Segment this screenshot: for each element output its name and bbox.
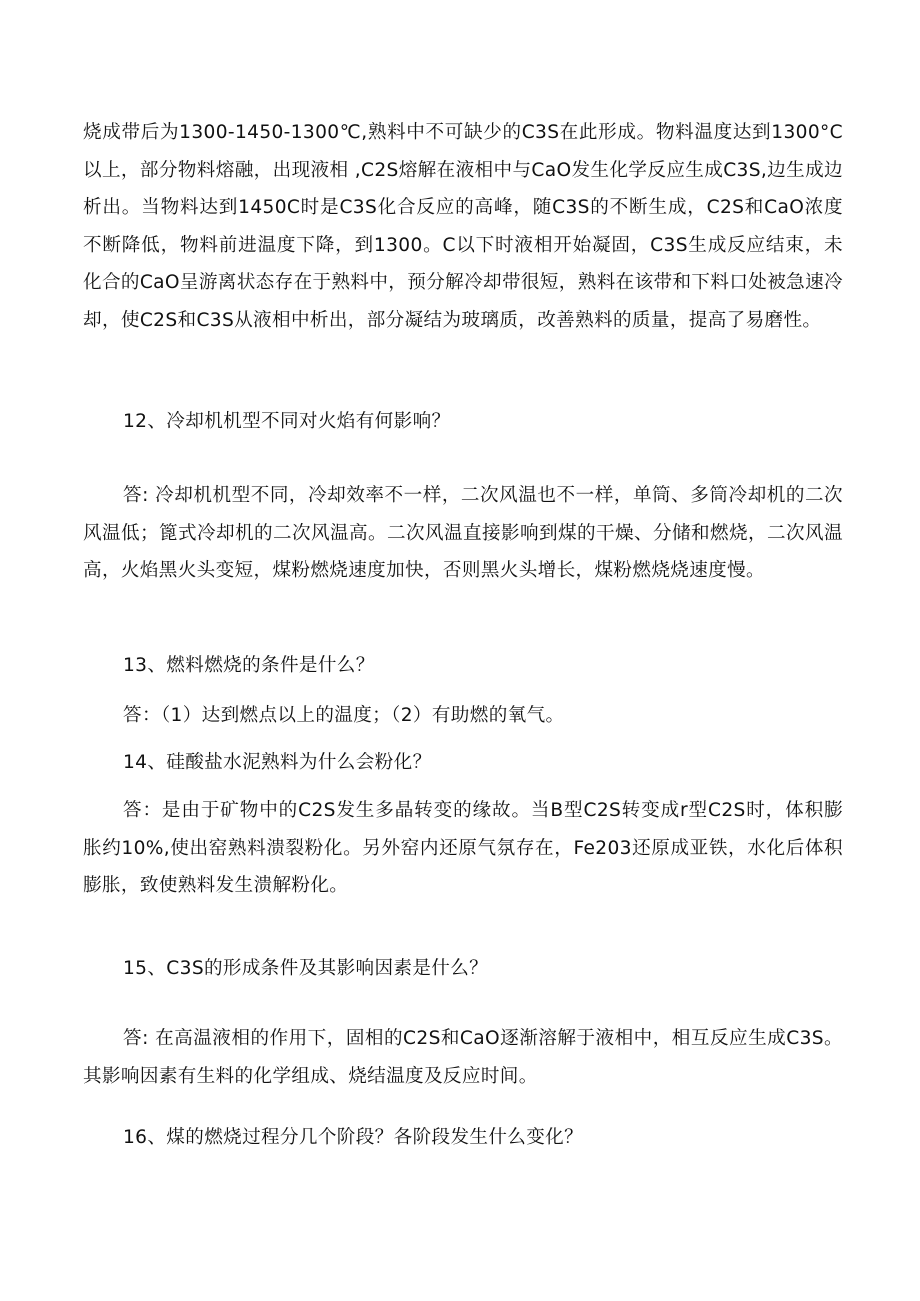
question-13: 13、燃料燃烧的条件是什么？ [123, 655, 375, 676]
question-12: 12、冷却机机型不同对火焰有何影响？ [123, 411, 451, 432]
answer-14: 答：是由于矿物中的C2S发生多晶转变的缘故。当B型C2S转变成r型C2S时，体积膨胀约10%,使出窑熟料溃裂粉化。另外窑内还原气氛存在，Fe203还原成亚铁，水化后体积膨胀，致使熟料发生溃解粉化。 [83, 800, 843, 897]
answer-13: 答：（1）达到燃点以上的温度；（2）有助燃的氧气。 [123, 705, 565, 726]
answer-15: 答: 在高温液相的作用下，固相的C2S和CaO逐渐溶解于液相中，相互反应生成C3S。其影响因素有生料的化学组成、烧结温度及反应时间。 [83, 1028, 843, 1087]
question-15: 15、C3S的形成条件及其影响因素是什么？ [123, 958, 489, 979]
question-14: 14、硅酸盐水泥熟料为什么会粉化？ [123, 752, 432, 773]
paragraph-clinker-formation: 烧成带后为1300-1450-1300℃,熟料中不可缺少的C3S在此形成。物料温度达到1300°C以上，部分物料熔融，出现液相 ,C2S熔解在液相中与CaO发生化学反应生成C3S,边生成边析出。当物料达到1450C时是C3S化合反应的高峰，随C3S的不断生成，C2S和CaO浓度不断降低，物料前进温度下降，到1300。C以下时液相开始凝固，C3S生成反应结束，未化合的CaO呈游离状态存在于熟料中，预分解冷却带很短，熟料在该带和下料口处被急速冷却，使C2S和C3S从液相中析出，部分凝结为玻璃质，改善熟料的质量，提高了易磨性。 [83, 122, 843, 331]
question-16: 16、煤的燃烧过程分几个阶段？各阶段发生什么变化？ [123, 1127, 584, 1148]
answer-12: 答: 冷却机机型不同，冷却效率不一样，二次风温也不一样，单筒、多筒冷却机的二次风温低；篦式冷却机的二次风温高。二次风温直接影响到煤的干燥、分储和燃烧，二次风温高，火焰黑火头变短，煤粉燃烧速度加快，否则黑火头增长，煤粉燃烧烧速度慢。 [83, 485, 843, 582]
